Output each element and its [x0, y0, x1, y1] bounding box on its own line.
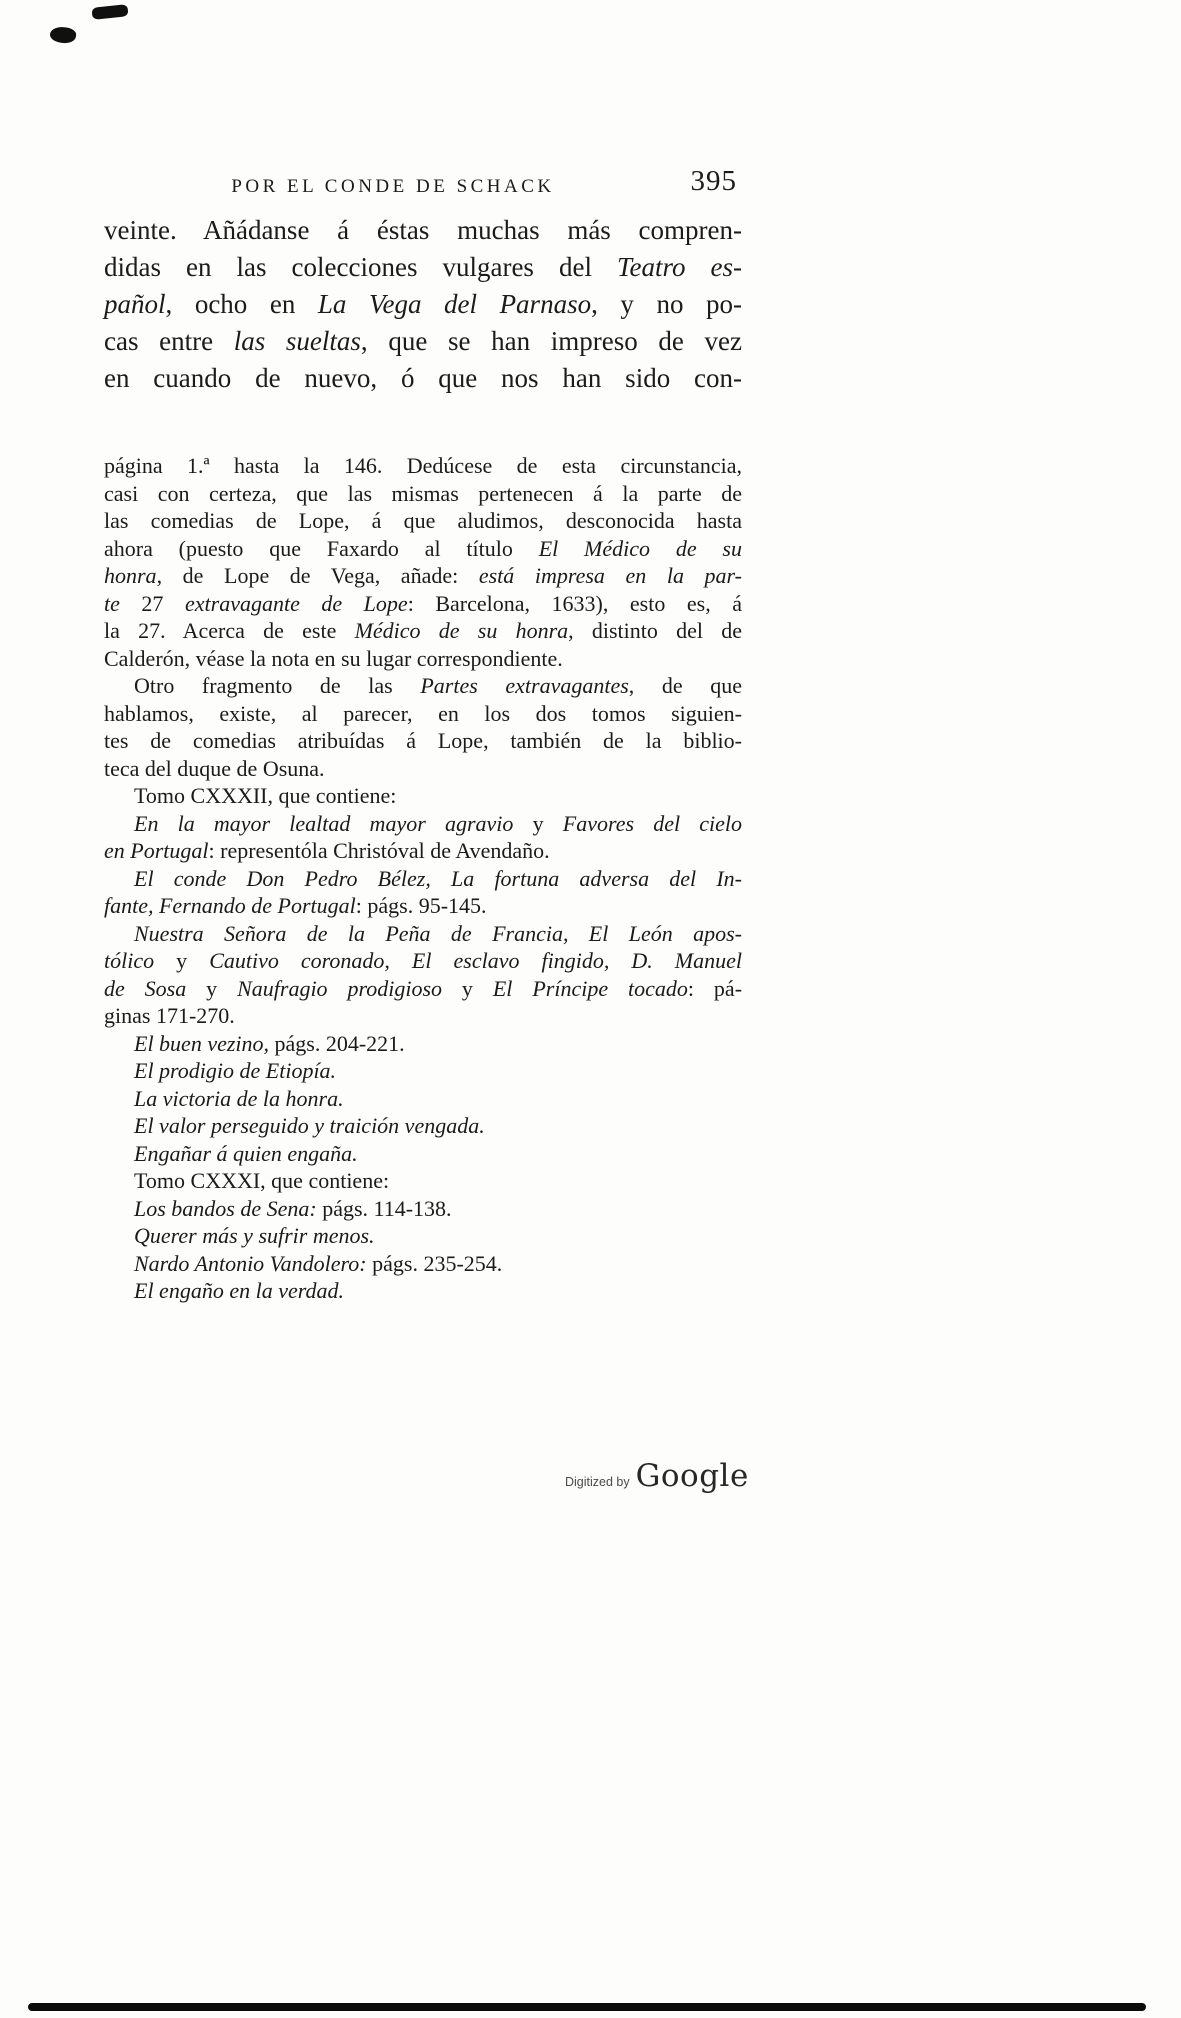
- italic-text-segment: Médico de su honra: [354, 618, 569, 643]
- paragraph: [104, 1250, 742, 1278]
- paragraph: [104, 1222, 742, 1250]
- text-segment: Calderón, véase la nota en su lugar correspondiente.: [104, 645, 563, 671]
- text-line: [104, 452, 742, 480]
- main-body-text: [104, 212, 742, 397]
- text-segment: casi con certeza, que las mismas pertenecen á la parte de: [104, 480, 742, 506]
- italic-text-segment: de Sosa: [104, 975, 187, 1001]
- text-line: [104, 1030, 742, 1058]
- text-line: [104, 212, 742, 249]
- text-line: [104, 617, 742, 645]
- text-line: [104, 480, 742, 508]
- digitization-footer: [565, 1458, 749, 1494]
- google-logo: Google: [635, 1458, 749, 1494]
- italic-text-segment: La Vega del Parnaso: [317, 289, 592, 319]
- text-segment: didas en las colecciones vulgares del: [104, 252, 617, 282]
- text-segment: veinte. Añádanse á éstas muchas más compren-: [104, 215, 742, 245]
- text-line: [104, 700, 742, 728]
- italic-text-segment: Nuestra Señora de la Peña de Francia, El León apos-: [134, 920, 742, 946]
- paragraph: [104, 1057, 742, 1085]
- page-header: [103, 165, 743, 206]
- italic-text-segment: fante, Fernando de Portugal: [104, 893, 356, 918]
- paragraph: [104, 782, 742, 810]
- text-line: [104, 810, 742, 838]
- italic-text-segment: El conde Don Pedro Bélez, La fortuna adversa del In-: [134, 865, 742, 891]
- text-segment: págs. 114-138.: [316, 1195, 452, 1221]
- italic-text-segment: La victoria de la honra.: [134, 1085, 344, 1111]
- text-segment: las comedias de Lope, á que aludimos, desconocida hasta: [104, 508, 742, 533]
- italic-text-segment: El prodigio de Etiopía.: [134, 1058, 337, 1083]
- paragraph: [104, 920, 742, 1030]
- italic-text-segment: Nardo Antonio Vandolero:: [134, 1250, 367, 1276]
- running-title: POR EL CONDE DE SCHACK: [231, 176, 555, 197]
- italic-text-segment: pañol: [104, 289, 166, 319]
- page-number: 395: [690, 165, 737, 197]
- text-segment: Otro fragmento de las: [134, 673, 421, 698]
- italic-text-segment: Teatro es-: [616, 252, 742, 282]
- italic-text-segment: está impresa en la par-: [478, 563, 742, 588]
- text-line: [104, 507, 742, 535]
- text-line: [104, 249, 742, 286]
- paragraph: [104, 1140, 742, 1168]
- italic-text-segment: Favores del cielo: [562, 810, 743, 836]
- text-segment: : Barcelona, 1633), esto es, á: [407, 590, 743, 616]
- text-segment: : págs. 95-145.: [355, 893, 487, 918]
- text-segment: , ocho en: [165, 289, 318, 319]
- text-line: [104, 590, 742, 618]
- italic-text-segment: Los bandos de Sena:: [134, 1195, 317, 1221]
- text-line: [104, 645, 742, 673]
- paragraph: [104, 212, 742, 397]
- italic-text-segment: Partes extravagantes: [420, 673, 629, 698]
- text-segment: en cuando de nuevo, ó que nos han sido con-: [104, 363, 742, 393]
- italic-text-segment: tólico: [104, 948, 155, 973]
- italic-text-segment: Cautivo coronado, El esclavo fingido, D. Manuel: [209, 948, 743, 973]
- italic-text-segment: El Príncipe tocado: [492, 975, 688, 1001]
- text-segment: págs. 204-221.: [269, 1030, 405, 1056]
- scan-ink-artifact: [49, 25, 77, 45]
- text-line: [104, 1222, 742, 1250]
- text-line: [104, 1195, 742, 1223]
- text-line: [104, 947, 742, 975]
- paragraph: [104, 1085, 742, 1113]
- text-line: [104, 1112, 742, 1140]
- text-segment: , de que: [628, 673, 743, 698]
- text-line: [104, 975, 742, 1003]
- text-segment: y: [513, 810, 563, 836]
- italic-text-segment: Querer más y sufrir menos.: [134, 1223, 375, 1248]
- italic-text-segment: extravagante de Lope: [184, 590, 408, 616]
- text-line: [104, 360, 742, 397]
- paragraph: [104, 1112, 742, 1140]
- text-line: [104, 892, 742, 920]
- text-segment: 27: [119, 590, 185, 616]
- text-segment: : representóla Christóval de Avendaño.: [208, 838, 550, 863]
- italic-text-segment: Engañar á quien engaña.: [134, 1140, 358, 1166]
- paragraph: [104, 1167, 742, 1195]
- text-segment: teca del duque de Osuna.: [104, 755, 325, 781]
- text-line: [104, 755, 742, 783]
- digitized-by-label: Digitized by: [565, 1475, 630, 1489]
- text-segment: ahora (puesto que Faxardo al título: [104, 535, 539, 561]
- text-segment: ginas 171-270.: [104, 1003, 235, 1028]
- text-line: [104, 286, 742, 323]
- italic-text-segment: Naufragio prodigioso: [237, 975, 443, 1001]
- text-line: [104, 672, 742, 700]
- text-segment: págs. 235-254.: [366, 1250, 503, 1276]
- text-segment: y: [154, 948, 210, 973]
- italic-text-segment: El Médico de su: [538, 535, 742, 561]
- italic-text-segment: El engaño en la verdad.: [134, 1278, 344, 1303]
- text-line: [104, 837, 742, 865]
- text-line: [104, 1277, 742, 1305]
- paragraph: [104, 865, 742, 920]
- text-segment: página 1.ª hasta la 146. Dedúcese de esta circunstancia,: [104, 453, 742, 478]
- text-segment: y: [442, 975, 493, 1001]
- italic-text-segment: El valor perseguido y traición vengada.: [134, 1113, 485, 1138]
- text-segment: , y no po-: [591, 289, 742, 319]
- italic-text-segment: El buen vezino,: [134, 1030, 270, 1056]
- paragraph: [104, 1195, 742, 1223]
- text-line: [104, 1140, 742, 1168]
- text-segment: : pá-: [687, 975, 743, 1001]
- text-segment: Tomo CXXXI, que contiene:: [134, 1168, 390, 1193]
- text-segment: tes de comedias atribuídas á Lope, también de la biblio-: [104, 728, 742, 753]
- text-line: [104, 323, 742, 360]
- text-segment: , distinto del de: [568, 618, 742, 643]
- text-segment: , de Lope de Vega, añade:: [156, 563, 479, 588]
- scan-ink-artifact: [91, 4, 128, 20]
- paragraph: [104, 672, 742, 782]
- text-line: [104, 1085, 742, 1113]
- text-line: [104, 727, 742, 755]
- text-line: [104, 782, 742, 810]
- text-segment: la 27. Acerca de este: [104, 618, 355, 643]
- paragraph: [104, 810, 742, 865]
- text-line: [104, 535, 742, 563]
- italic-text-segment: honra: [104, 563, 157, 588]
- paragraph: [104, 1030, 742, 1058]
- text-line: [104, 1002, 742, 1030]
- text-segment: hablamos, existe, al parecer, en los dos tomos siguien-: [104, 700, 742, 726]
- italic-text-segment: te: [104, 590, 120, 616]
- scan-edge-bar: [28, 2003, 1146, 2011]
- footnote-text: [104, 452, 742, 1305]
- italic-text-segment: en Portugal: [104, 838, 209, 863]
- text-segment: , que se han impreso de vez: [360, 326, 742, 356]
- paragraph: [104, 452, 742, 672]
- paragraph: [104, 1277, 742, 1305]
- text-line: [104, 920, 742, 948]
- text-line: [104, 562, 742, 590]
- text-segment: Tomo CXXXII, que contiene:: [134, 783, 397, 808]
- text-segment: y: [186, 975, 238, 1001]
- text-line: [104, 1057, 742, 1085]
- text-line: [104, 1167, 742, 1195]
- text-segment: cas entre: [104, 326, 234, 356]
- italic-text-segment: En la mayor lealtad mayor agravio: [134, 810, 514, 836]
- text-line: [104, 1250, 742, 1278]
- italic-text-segment: las sueltas: [233, 326, 361, 356]
- text-line: [104, 865, 742, 893]
